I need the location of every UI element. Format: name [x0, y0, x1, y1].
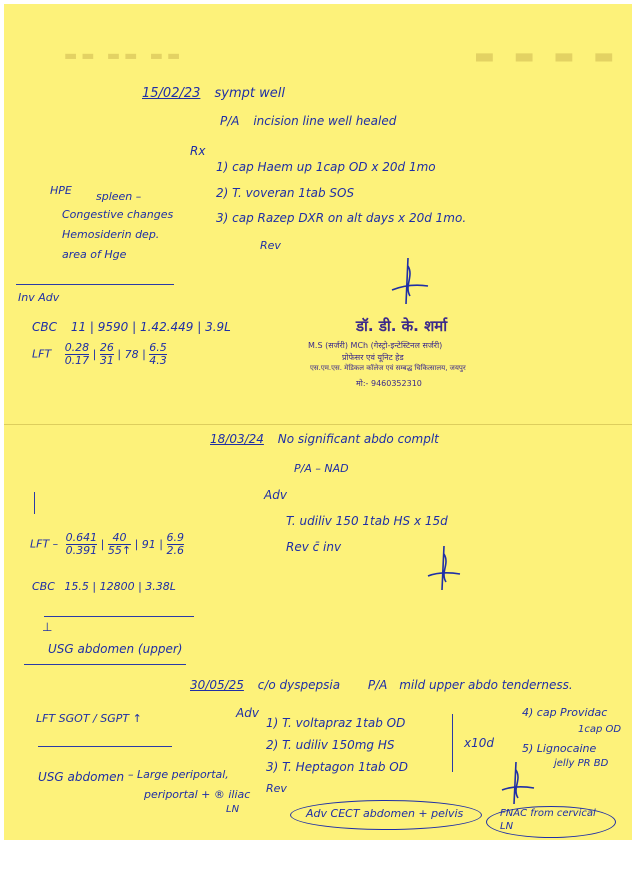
fold-line — [4, 424, 632, 425]
visit3-lft-line: LFT SGOT / SGPT ↑ — [36, 712, 142, 725]
visit3-pa-text: mild upper abdo tenderness. — [399, 678, 573, 692]
lft-value: $\frac{0.641}{0.391}$ — [65, 531, 98, 558]
visit3-date-row — [190, 678, 573, 693]
visit1-date: 15/02/23 — [142, 86, 201, 101]
visit1-review: Rev — [260, 239, 281, 252]
visit2-cbc-label: CBC — [32, 580, 55, 593]
visit1-investigations-title: Inv Adv — [18, 291, 60, 304]
margin-mark: ⊥ — [42, 620, 53, 634]
visit2-lft-label: LFT – — [30, 537, 59, 551]
visit2-cbc-values: 15.5 | 12800 | 3.38L — [64, 580, 176, 593]
stamp-line-2: प्रोफेसर एवं यूनिट हेड — [342, 353, 404, 362]
visit1-complaint: sympt well — [214, 86, 285, 101]
visit1-date-row — [142, 86, 285, 102]
visit3-pa: P/A — [367, 678, 388, 692]
visit1-pa-row — [220, 114, 396, 129]
visit2-med-1: T. udiliv 150 1tab HS x 15d — [286, 514, 448, 528]
visit1-hpe-line-3: Hemosiderin dep. — [62, 228, 160, 241]
visit1-med-2: 2) T. voveran 1tab SOS — [216, 186, 355, 200]
visit3-med-1: 1) T. voltapraz 1tab OD — [266, 716, 406, 730]
visit1-pa-text: incision line well healed — [253, 114, 397, 128]
stamp-line-1: M.S (सर्जरी) MCh (गेस्ट्रो-इन्टेस्टिनल सर्जरी) — [308, 341, 443, 350]
visit1-lft-label: LFT — [32, 347, 52, 361]
visit1-pa: P/A — [220, 114, 240, 128]
visit2-lft-row: LFT – $\frac{0.641}{0.391}$ | $\frac{40}{55↑}$ | 91 | $\frac{6.9}{2.6}$ — [30, 531, 184, 558]
lft-value: 78 — [124, 347, 139, 361]
visit2-med-2: Rev c̄ inv — [286, 540, 342, 554]
signature-1 — [384, 256, 434, 310]
divider — [44, 616, 194, 617]
visit3-duration: x10d — [464, 736, 494, 750]
visit1-rx-sign: Rx — [190, 144, 206, 158]
visit3-usg-text-2: periportal + ® iliac — [144, 788, 251, 801]
letterhead-ghost-left: ▬▬ ▬▬ ▬▬ — [64, 48, 185, 64]
visit1-lft-row: LFT $\frac{0.28}{0.17}$ | $\frac{26}{31}$ | 78 | $\frac{6.5}{4.3}$ — [32, 341, 167, 368]
divider — [16, 284, 174, 285]
visit2-rx-sign: Adv — [264, 488, 287, 502]
signature-2 — [424, 544, 464, 594]
stamp-line-4: मो:- 9460352310 — [356, 379, 422, 388]
visit2-cbc-row — [32, 580, 176, 594]
visit1-med-3: 3) cap Razep DXR on alt days x 20d 1mo. — [216, 211, 467, 225]
visit3-fnac: FNAC from cervical LN — [500, 808, 596, 832]
visit3-usg-label: USG abdomen — [38, 770, 125, 784]
visit1-hpe-line-1: spleen – — [96, 190, 142, 203]
visit1-hpe-title: HPE — [50, 184, 72, 197]
visit3-review: Rev — [266, 782, 287, 795]
divider — [24, 664, 186, 665]
visit1-cbc-label: CBC — [32, 320, 57, 334]
signature-3 — [498, 760, 538, 808]
visit2-date: 18/03/24 — [210, 432, 264, 446]
visit3-med-5: 5) Lignocaine — [522, 742, 597, 755]
bracket-line — [452, 714, 453, 772]
margin-mark — [34, 492, 35, 514]
lft-value: $\frac{6.5}{4.3}$ — [149, 341, 167, 368]
visit2-date-row — [210, 432, 439, 447]
lft-value: $\frac{0.28}{0.17}$ — [64, 341, 90, 368]
letterhead-ghost-right: ▬ ▬ ▬ ▬ — [474, 44, 621, 69]
stamp-line-3: एस.एम.एस. मेडिकल कॉलेज एवं सम्बद्ध चिकित्सालय, जयपुर — [310, 364, 466, 372]
lft-value: 91 — [141, 537, 156, 551]
visit3-med-4: 4) cap Providac — [522, 706, 608, 719]
visit3-date: 30/05/25 — [190, 678, 244, 692]
visit3-med-3: 3) T. Heptagon 1tab OD — [266, 760, 408, 774]
visit3-complaint: c/o dyspepsia — [257, 678, 341, 692]
visit3-med-4-dose: 1cap OD — [578, 724, 622, 735]
visit3-med-5-dose: jelly PR BD — [554, 758, 609, 769]
lft-value: $\frac{40}{55↑}$ — [107, 531, 132, 558]
visit2-usg-title: USG abdomen (upper) — [48, 642, 183, 656]
divider — [38, 746, 172, 747]
visit3-usg-text-1: – Large periportal, — [128, 768, 229, 781]
visit3-rx-sign: Adv — [236, 706, 259, 720]
prescription-paper — [4, 4, 632, 840]
visit1-hpe-line-4: area of Hge — [62, 248, 127, 261]
stamp-name: डॉ. डी. के. शर्मा — [356, 317, 448, 335]
visit1-cbc-values: 11 | 9590 | 1.42.449 | 3.9L — [70, 320, 231, 334]
visit3-usg-text-3: LN — [226, 804, 240, 815]
visit2-pa: P/A – NAD — [294, 462, 349, 475]
visit1-med-1: 1) cap Haem up 1cap OD x 20d 1mo — [216, 160, 436, 174]
visit2-complaint: No significant abdo complt — [277, 432, 439, 446]
visit1-hpe-line-2: Congestive changes — [62, 208, 174, 221]
visit1-cbc-row — [32, 320, 231, 335]
visit3-advice: Adv CECT abdomen + pelvis — [306, 807, 464, 820]
visit3-med-2: 2) T. udiliv 150mg HS — [266, 738, 395, 752]
lft-value: $\frac{6.9}{2.6}$ — [166, 531, 184, 558]
lft-value: $\frac{26}{31}$ — [99, 341, 114, 368]
